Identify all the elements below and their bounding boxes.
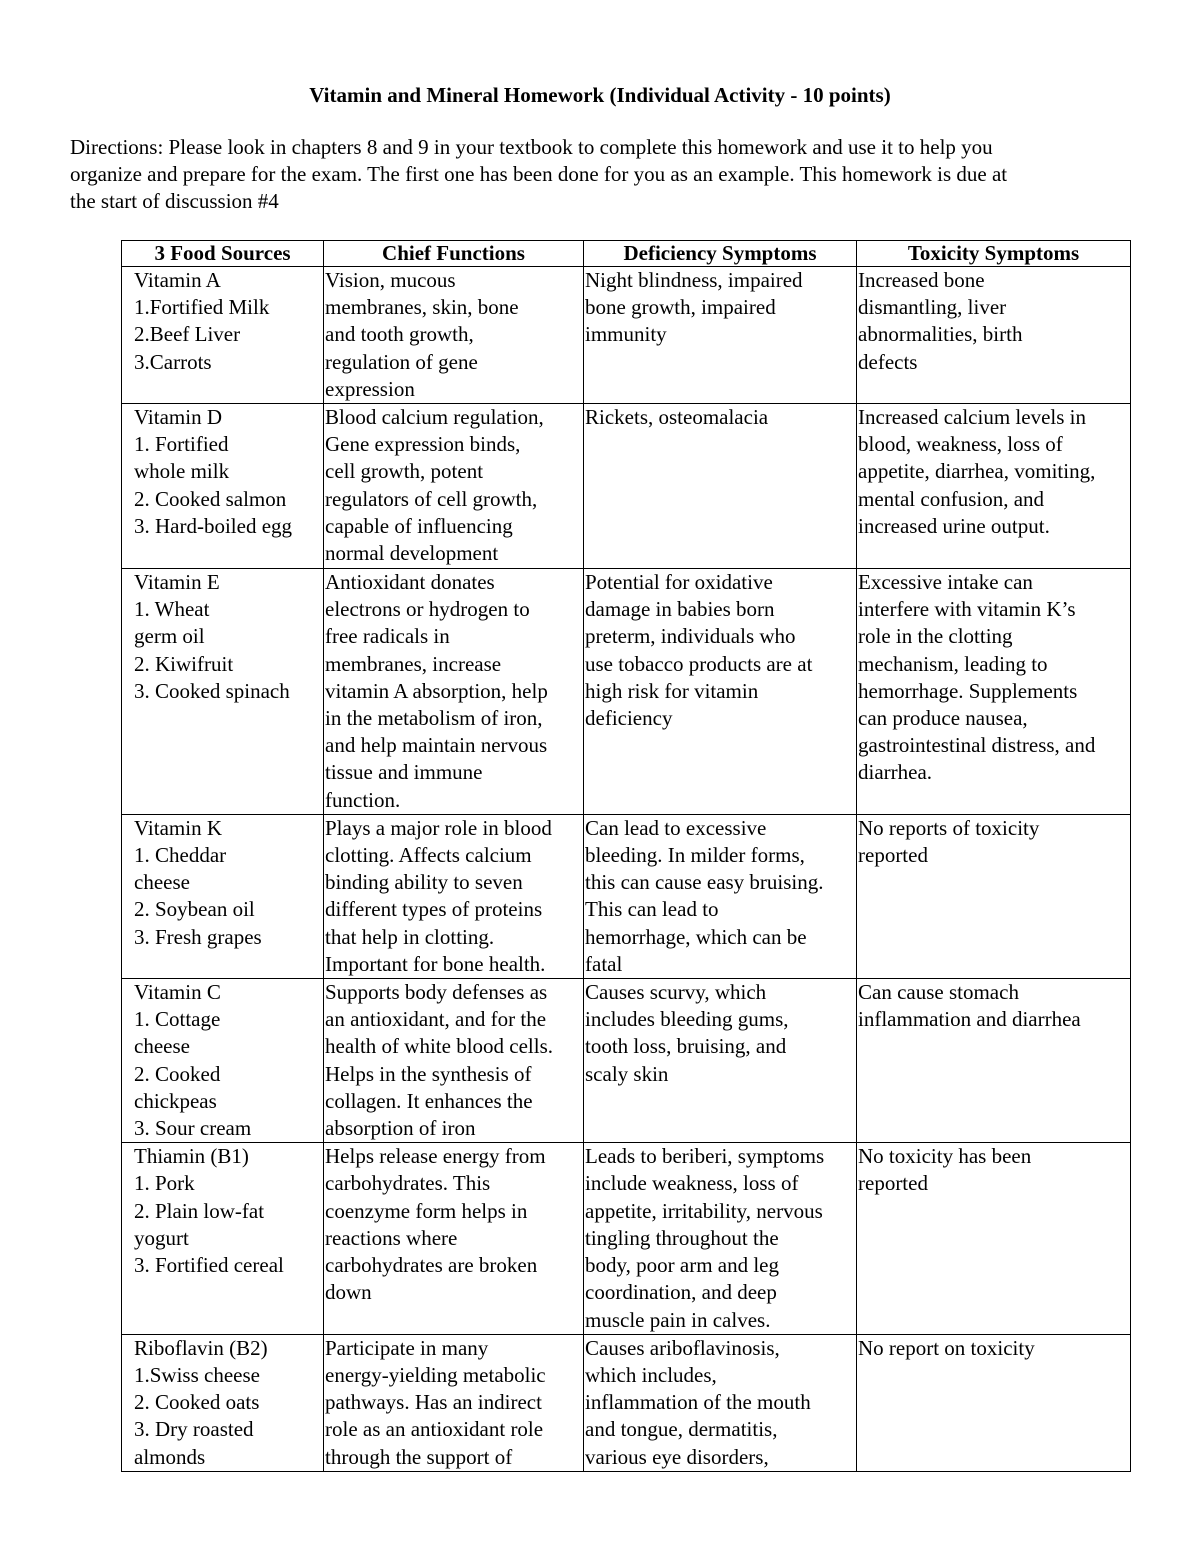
toxicity-symptoms-cell bbox=[857, 569, 1131, 815]
deficiency-symptoms-cell bbox=[584, 1143, 857, 1334]
chief-functions-cell bbox=[324, 267, 584, 404]
cell-line: appetite, diarrhea, vomiting, bbox=[858, 459, 1096, 484]
cell-line: 3. Dry roasted bbox=[134, 1417, 254, 1442]
toxicity-symptoms-cell bbox=[857, 267, 1131, 404]
cell-line: Causes ariboflavinosis, bbox=[585, 1335, 780, 1360]
cell-line: mechanism, leading to bbox=[858, 651, 1048, 676]
cell-line: Vitamin C bbox=[134, 980, 221, 1005]
header-food-sources: 3 Food Sources bbox=[122, 241, 324, 267]
cell-line: collagen. It enhances the bbox=[325, 1088, 533, 1113]
cell-line: 3. Hard-boiled egg bbox=[134, 513, 293, 538]
directions-paragraph bbox=[70, 134, 1135, 215]
cell-line: fatal bbox=[585, 951, 623, 976]
cell-line: Increased calcium levels in bbox=[858, 405, 1086, 430]
cell-line: tooth loss, bruising, and bbox=[585, 1034, 787, 1059]
toxicity-symptoms-cell bbox=[857, 1334, 1131, 1471]
cell-line: carbohydrates are broken bbox=[325, 1253, 538, 1278]
cell-line: different types of proteins bbox=[325, 897, 543, 922]
cell-line: inflammation and diarrhea bbox=[858, 1007, 1081, 1032]
toxicity-symptoms-cell bbox=[857, 814, 1131, 978]
cell-line: include weakness, loss of bbox=[585, 1171, 799, 1196]
cell-line: tingling throughout the bbox=[585, 1225, 779, 1250]
cell-line: Supports body defenses as bbox=[325, 980, 548, 1005]
directions-line: the start of discussion #4 bbox=[70, 189, 279, 213]
cell-line: clotting. Affects calcium bbox=[325, 843, 532, 868]
cell-line: defects bbox=[858, 349, 918, 374]
cell-line: electrons or hydrogen to bbox=[325, 597, 530, 622]
cell-line: Vitamin K bbox=[134, 815, 222, 840]
cell-line: Increased bone bbox=[858, 268, 985, 292]
cell-line: increased urine output. bbox=[858, 513, 1050, 538]
cell-line: body, poor arm and leg bbox=[585, 1253, 780, 1278]
cell-line: 1. Cottage bbox=[134, 1007, 221, 1032]
cell-line: includes bleeding gums, bbox=[585, 1007, 789, 1032]
cell-line: blood, weakness, loss of bbox=[858, 432, 1063, 457]
toxicity-symptoms-cell bbox=[857, 979, 1131, 1143]
chief-functions-cell bbox=[324, 1143, 584, 1334]
food-sources-cell bbox=[122, 1334, 324, 1471]
cell-line: Vitamin D bbox=[134, 405, 222, 430]
table-body bbox=[122, 267, 1131, 1472]
cell-line: muscle pain in calves. bbox=[585, 1307, 771, 1332]
cell-line: coenzyme form helps in bbox=[325, 1198, 528, 1223]
cell-line: Thiamin (B1) bbox=[134, 1144, 249, 1169]
cell-line: bone growth, impaired bbox=[585, 295, 776, 320]
cell-line: that help in clotting. bbox=[325, 924, 495, 949]
cell-line: 3. Fresh grapes bbox=[134, 924, 262, 949]
cell-line: and tooth growth, bbox=[325, 322, 474, 347]
cell-line: bleeding. In milder forms, bbox=[585, 843, 805, 868]
directions-line: organize and prepare for the exam. The first one has been done for you as an example. This homework is due at bbox=[70, 162, 1008, 186]
cell-line: whole milk bbox=[134, 459, 230, 484]
cell-line: Can cause stomach bbox=[858, 980, 1019, 1005]
cell-line: almonds bbox=[134, 1444, 206, 1469]
food-sources-cell bbox=[122, 404, 324, 569]
cell-line: Causes scurvy, which bbox=[585, 980, 767, 1005]
cell-line: normal development bbox=[325, 541, 499, 566]
table-row bbox=[122, 1334, 1131, 1471]
cell-line: Rickets, osteomalacia bbox=[585, 405, 769, 430]
cell-line: in the metabolism of iron, bbox=[325, 706, 543, 731]
cell-line: 1.Swiss cheese bbox=[134, 1362, 260, 1387]
food-sources-cell bbox=[122, 267, 324, 404]
cell-line: Vitamin E bbox=[134, 570, 220, 595]
cell-line: energy-yielding metabolic bbox=[325, 1362, 546, 1387]
cell-line: 2.Beef Liver bbox=[134, 322, 241, 347]
toxicity-symptoms-cell bbox=[857, 1143, 1131, 1334]
cell-line: use tobacco products are at bbox=[585, 651, 813, 676]
table-header-row bbox=[122, 241, 1131, 267]
cell-line: No toxicity has been bbox=[858, 1144, 1032, 1169]
cell-line: 1. Wheat bbox=[134, 597, 210, 622]
cell-line: immunity bbox=[585, 322, 667, 347]
cell-line: high risk for vitamin bbox=[585, 678, 759, 703]
cell-line: various eye disorders, bbox=[585, 1444, 769, 1469]
chief-functions-cell bbox=[324, 814, 584, 978]
cell-line: coordination, and deep bbox=[585, 1280, 777, 1305]
chief-functions-cell bbox=[324, 1334, 584, 1471]
cell-line: Vision, mucous bbox=[325, 268, 456, 292]
cell-line: regulation of gene bbox=[325, 349, 478, 374]
cell-line: Riboflavin (B2) bbox=[134, 1335, 268, 1360]
directions-line: Directions: Please look in chapters 8 and 9 in your textbook to complete this homework and use it to help you bbox=[70, 135, 993, 159]
cell-line: and tongue, dermatitis, bbox=[585, 1417, 778, 1442]
chief-functions-cell bbox=[324, 979, 584, 1143]
food-sources-cell bbox=[122, 569, 324, 815]
cell-line: 2. Kiwifruit bbox=[134, 651, 234, 676]
cell-line: this can cause easy bruising. bbox=[585, 870, 824, 895]
header-chief-functions: Chief Functions bbox=[324, 241, 584, 267]
food-sources-cell bbox=[122, 979, 324, 1143]
cell-line: gastrointestinal distress, and bbox=[858, 733, 1096, 758]
cell-line: 3. Sour cream bbox=[134, 1116, 252, 1141]
cell-line: function. bbox=[325, 787, 401, 812]
cell-line: preterm, individuals who bbox=[585, 624, 796, 649]
cell-line: Important for bone health. bbox=[325, 951, 546, 976]
cell-line: down bbox=[325, 1280, 372, 1305]
cell-line: 3. Fortified cereal bbox=[134, 1253, 284, 1278]
cell-line: through the support of bbox=[325, 1444, 513, 1469]
cell-line: 2. Soybean oil bbox=[134, 897, 255, 922]
header-toxicity-symptoms: Toxicity Symptoms bbox=[857, 241, 1131, 267]
cell-line: appetite, irritability, nervous bbox=[585, 1198, 823, 1223]
cell-line: 3.Carrots bbox=[134, 349, 212, 374]
cell-line: regulators of cell growth, bbox=[325, 486, 538, 511]
cell-line: capable of influencing bbox=[325, 513, 513, 538]
cell-line: Can lead to excessive bbox=[585, 815, 767, 840]
cell-line: Blood calcium regulation, bbox=[325, 405, 544, 430]
cell-line: interfere with vitamin K’s bbox=[858, 597, 1076, 622]
cell-line: reported bbox=[858, 1171, 928, 1196]
cell-line: membranes, skin, bone bbox=[325, 295, 519, 320]
cell-line: tissue and immune bbox=[325, 760, 483, 785]
cell-line: scaly skin bbox=[585, 1061, 669, 1086]
cell-line: 2. Cooked salmon bbox=[134, 486, 287, 511]
cell-line: diarrhea. bbox=[858, 760, 933, 785]
cell-line: abnormalities, birth bbox=[858, 322, 1023, 347]
cell-line: can produce nausea, bbox=[858, 706, 1028, 731]
cell-line: Night blindness, impaired bbox=[585, 268, 803, 292]
deficiency-symptoms-cell bbox=[584, 569, 857, 815]
deficiency-symptoms-cell bbox=[584, 1334, 857, 1471]
cell-line: hemorrhage. Supplements bbox=[858, 678, 1078, 703]
cell-line: free radicals in bbox=[325, 624, 450, 649]
cell-line: deficiency bbox=[585, 706, 673, 731]
cell-line: health of white blood cells. bbox=[325, 1034, 554, 1059]
cell-line: and help maintain nervous bbox=[325, 733, 548, 758]
header-deficiency-symptoms: Deficiency Symptoms bbox=[584, 241, 857, 267]
document-title: Vitamin and Mineral Homework (Individual Activity - 10 points) bbox=[309, 83, 891, 107]
food-sources-cell bbox=[122, 814, 324, 978]
cell-line: absorption of iron bbox=[325, 1116, 476, 1141]
table-row bbox=[122, 267, 1131, 404]
cell-line: Plays a major role in blood bbox=[325, 815, 552, 840]
chief-functions-cell bbox=[324, 404, 584, 569]
cell-line: Potential for oxidative bbox=[585, 570, 773, 595]
cell-line: This can lead to bbox=[585, 897, 719, 922]
cell-line: reactions where bbox=[325, 1225, 458, 1250]
cell-line: Excessive intake can bbox=[858, 570, 1033, 595]
cell-line: mental confusion, and bbox=[858, 486, 1045, 511]
deficiency-symptoms-cell bbox=[584, 979, 857, 1143]
deficiency-symptoms-cell bbox=[584, 404, 857, 569]
cell-line: yogurt bbox=[134, 1225, 189, 1250]
toxicity-symptoms-cell bbox=[857, 404, 1131, 569]
cell-line: 1. Pork bbox=[134, 1171, 195, 1196]
cell-line: inflammation of the mouth bbox=[585, 1390, 811, 1415]
table-row bbox=[122, 404, 1131, 569]
cell-line: No report on toxicity bbox=[858, 1335, 1035, 1360]
cell-line: 1. Cheddar bbox=[134, 843, 227, 868]
cell-line: chickpeas bbox=[134, 1088, 217, 1113]
food-sources-cell bbox=[122, 1143, 324, 1334]
cell-line: role as an antioxidant role bbox=[325, 1417, 544, 1442]
cell-line: 2. Cooked oats bbox=[134, 1390, 260, 1415]
cell-line: Helps release energy from bbox=[325, 1144, 546, 1169]
cell-line: reported bbox=[858, 843, 928, 868]
table-row bbox=[122, 979, 1131, 1143]
cell-line: 3. Cooked spinach bbox=[134, 678, 290, 703]
table-row bbox=[122, 814, 1131, 978]
cell-line: membranes, increase bbox=[325, 651, 502, 676]
cell-line: 1. Fortified bbox=[134, 432, 229, 457]
cell-line: No reports of toxicity bbox=[858, 815, 1040, 840]
cell-line: Vitamin A bbox=[134, 268, 221, 292]
cell-line: hemorrhage, which can be bbox=[585, 924, 807, 949]
cell-line: role in the clotting bbox=[858, 624, 1013, 649]
cell-line: Gene expression binds, bbox=[325, 432, 521, 457]
cell-line: Participate in many bbox=[325, 1335, 489, 1360]
table-row bbox=[122, 1143, 1131, 1334]
cell-line: cheese bbox=[134, 1034, 190, 1059]
deficiency-symptoms-cell bbox=[584, 267, 857, 404]
cell-line: an antioxidant, and for the bbox=[325, 1007, 547, 1032]
deficiency-symptoms-cell bbox=[584, 814, 857, 978]
cell-line: expression bbox=[325, 376, 415, 401]
chief-functions-cell bbox=[324, 569, 584, 815]
cell-line: 2. Plain low-fat bbox=[134, 1198, 265, 1223]
vitamin-table bbox=[121, 240, 1131, 1472]
cell-line: dismantling, liver bbox=[858, 295, 1007, 320]
cell-line: cell growth, potent bbox=[325, 459, 484, 484]
cell-line: 2. Cooked bbox=[134, 1061, 221, 1086]
cell-line: carbohydrates. This bbox=[325, 1171, 491, 1196]
cell-line: Leads to beriberi, symptoms bbox=[585, 1144, 825, 1169]
table-row bbox=[122, 569, 1131, 815]
cell-line: Antioxidant donates bbox=[325, 570, 495, 595]
cell-line: 1.Fortified Milk bbox=[134, 295, 270, 320]
cell-line: vitamin A absorption, help bbox=[325, 678, 548, 703]
cell-line: damage in babies born bbox=[585, 597, 775, 622]
cell-line: cheese bbox=[134, 870, 190, 895]
cell-line: Helps in the synthesis of bbox=[325, 1061, 532, 1086]
cell-line: pathways. Has an indirect bbox=[325, 1390, 542, 1415]
cell-line: germ oil bbox=[134, 624, 205, 649]
cell-line: which includes, bbox=[585, 1362, 717, 1387]
cell-line: binding ability to seven bbox=[325, 870, 523, 895]
